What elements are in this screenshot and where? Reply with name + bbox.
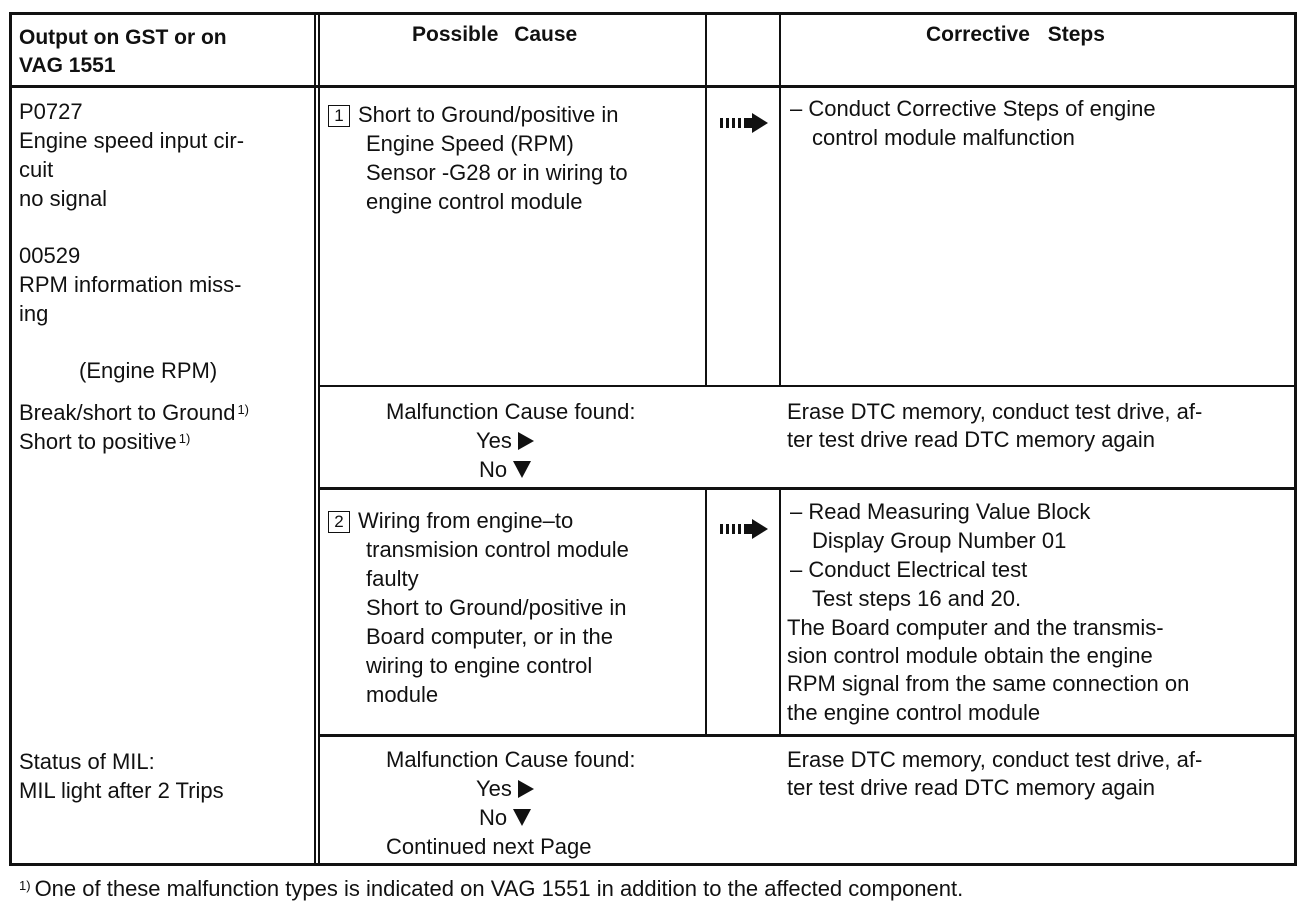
output-column-divider (314, 12, 316, 866)
row1-bottom-divider (318, 385, 1297, 387)
row2-step-line5: The Board computer and the transmis- (787, 615, 1164, 640)
row2-cause-line6: wiring to engine control (366, 653, 593, 678)
row2-step-line8: the engine control module (787, 700, 1041, 725)
row2-number-box: 2 (328, 511, 350, 533)
row2-cause-line3: faulty (366, 566, 419, 591)
row2-cause-line4: Short to Ground/positive in (366, 595, 627, 620)
vag-desc-line2: ing (19, 301, 49, 326)
row2-arrow-right-divider (779, 490, 781, 735)
row1-arrow-right-divider (779, 88, 781, 386)
triangle-right-icon (518, 432, 534, 450)
malfunction1-erase-line2: ter test drive read DTC memory again (787, 427, 1156, 452)
row2-step-line2: Display Group Number 01 (812, 528, 1067, 553)
header-divider (9, 85, 1297, 88)
row2-cause-text: Wiring from engine–to (358, 508, 574, 533)
row2-arrow-left-divider (705, 490, 707, 735)
row2-cause-line5: Board computer, or in the (366, 624, 614, 649)
fault-type-1-row (19, 398, 249, 427)
row1-arrow-left-divider (705, 88, 707, 386)
dashed-arrow-right-icon (716, 518, 772, 540)
output-column-divider-inner (318, 12, 320, 866)
malfunction1-erase-line1: Erase DTC memory, conduct test drive, af- (787, 399, 1203, 424)
vag-desc-line1: RPM information miss- (19, 272, 242, 297)
dtc-code: P0727 (19, 99, 83, 124)
malfunction1-found-label: Malfunction Cause found: (386, 399, 636, 424)
row2-cause-line2: transmision control module (366, 537, 629, 562)
malfunction1-yes: Yes (476, 428, 512, 453)
malfunction1-bottom-divider (318, 487, 1297, 490)
steps-column-divider (779, 12, 781, 88)
header-possible-cause: Possible Cause (412, 23, 578, 46)
row1-step-line1: – Conduct Corrective Steps of engine (790, 96, 1156, 121)
malfunction2-no: No (479, 805, 508, 830)
fault-type-2: Short to positive (19, 429, 177, 454)
header-corrective-steps: Corrective Steps (926, 23, 1105, 46)
footnote-text: One of these malfunction types is indicated on VAG 1551 in addition to the affected component. (34, 876, 964, 901)
continued-next-page: Continued next Page (386, 834, 592, 859)
malfunction2-found-label: Malfunction Cause found: (386, 747, 636, 772)
vag-code: 00529 (19, 243, 81, 268)
malfunction2-erase-line2: ter test drive read DTC memory again (787, 775, 1156, 800)
row2-step-line6: sion control module obtain the engine (787, 643, 1153, 668)
row2-step-line7: RPM signal from the same connection on (787, 671, 1190, 696)
malfunction1-no-row (479, 455, 531, 484)
row1-step-line2: control module malfunction (812, 125, 1075, 150)
triangle-down-icon (513, 461, 531, 478)
malfunction2-erase-line1: Erase DTC memory, conduct test drive, af- (787, 747, 1203, 772)
fault-type-2-row (19, 427, 190, 456)
dtc-desc-line3: no signal (19, 186, 108, 211)
row1-cause-line3: Sensor -G28 or in wiring to (366, 160, 628, 185)
malfunction2-yes-row (476, 774, 534, 803)
row2-step-line3: – Conduct Electrical test (790, 557, 1028, 582)
row1-cause-line4: engine control module (366, 189, 583, 214)
header-output-line2: VAG 1551 (19, 54, 116, 77)
arrow-column-left-divider (705, 12, 707, 88)
footnote-mark: 1) (19, 878, 31, 893)
triangle-right-icon (518, 780, 534, 798)
mil-status-value: MIL light after 2 Trips (19, 778, 224, 803)
dashed-arrow-right-icon (716, 112, 772, 134)
fault-type-1: Break/short to Ground (19, 400, 236, 425)
mil-status-label: Status of MIL: (19, 749, 155, 774)
footnote (19, 874, 963, 903)
row2-step-line1: – Read Measuring Value Block (790, 499, 1091, 524)
component-label: (Engine RPM) (79, 358, 218, 383)
row2-cause-line1 (328, 506, 573, 535)
row1-cause-line2: Engine Speed (RPM) (366, 131, 574, 156)
row1-cause-line1 (328, 100, 618, 129)
row1-number-box: 1 (328, 105, 350, 127)
malfunction1-yes-row (476, 426, 534, 455)
malfunction1-no: No (479, 457, 508, 482)
row2-bottom-divider (318, 734, 1297, 737)
row1-cause-text: Short to Ground/positive in (358, 102, 619, 127)
dtc-desc-line2: cuit (19, 157, 54, 182)
malfunction2-yes: Yes (476, 776, 512, 801)
dtc-desc-line1: Engine speed input cir- (19, 128, 245, 153)
triangle-down-icon (513, 809, 531, 826)
row2-cause-line7: module (366, 682, 439, 707)
malfunction2-no-row (479, 803, 531, 832)
row2-step-line4: Test steps 16 and 20. (812, 586, 1022, 611)
footnote-mark-2: 1) (178, 431, 191, 446)
header-output-line1: Output on GST or on (19, 26, 227, 49)
footnote-mark-1: 1) (237, 402, 250, 417)
